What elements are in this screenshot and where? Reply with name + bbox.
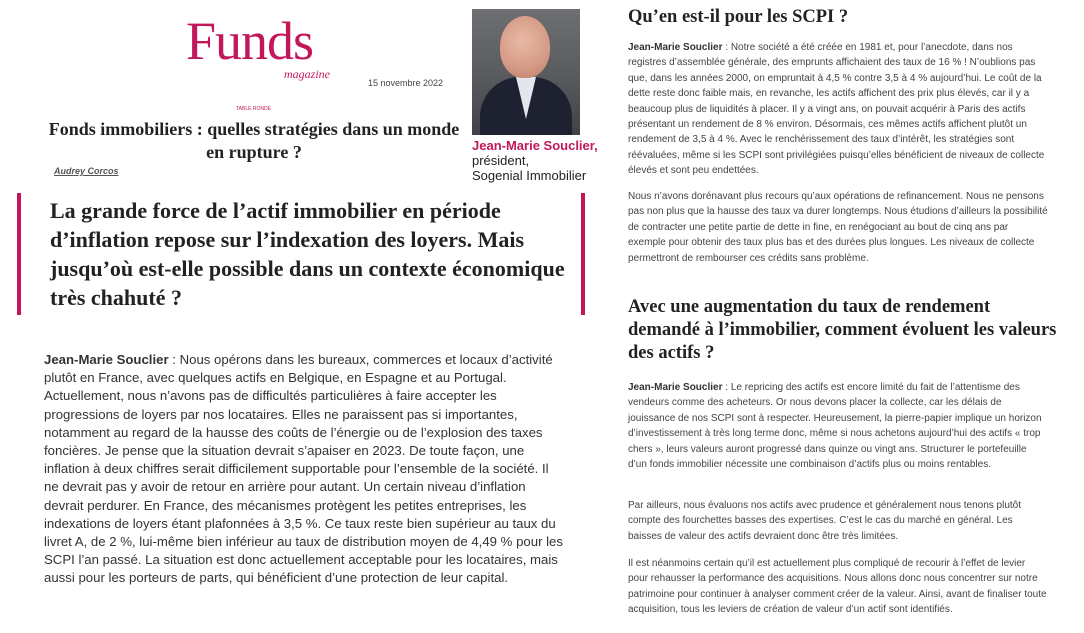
article-title: Fonds immobiliers : quelles stratégies dans un monde en rupture ? [48,119,460,162]
pull-quote: La grande force de l’actif immobilier en période d’inflation repose sur l’indexation des loyers. Mais jusqu’où est-elle possible dans un contexte économique très chahuté ? [50,198,565,310]
section-tag: TABLE RONDE [236,106,271,112]
quote-bar-right [581,193,585,315]
right-paragraph-4: Par ailleurs, nous évaluons nos actifs avec prudence et généralement nous tenons plutôt compte des fourchettes basses des expertises. C’est le cas du marché en général. Les baisses de valeur des actifs devraient donc être très limitées. [628,500,1022,542]
right-paragraph-2: Nous n’avons dorénavant plus recours qu’aux opérations de refinancement. Nous ne pensons pas non plus que la hausse des taux va durer longtemps. Nous étudions d’ailleurs la possibilité de contracter une petite partie de dette in fine, en renégociant au bout de cinq ans par exemple pour obtenir des taux plus bas et des durées plus longues. Les niveaux de collecte permettront de rembourser ces crédits sans problème. [628,191,1048,264]
section-heading-scpi: Qu’en est-il pour les SCPI ? [628,7,849,27]
right-paragraph-5: Il est néanmoins certain qu’il est actuellement plus compliqué de recourir à l’effet de levier pour rehausser la performance des acquisitions. Nous allons donc nous concentrer sur notre patrimoine pour continuer à analyser comment créer de la valeur. Ainsi, avant de finaliser toute acquisition, tous les leviers de création de valeur d’un actif sont identifiés. [628,558,1047,616]
magazine-logo-subtitle: magazine [284,67,330,81]
left-body-text: : Nous opérons dans les bureaux, commerces et locaux d’activité plutôt en France, avec quelques actifs en Belgique, en Espagne et au Portugal. Actuellement, nous n’avons pas de difficultés particulières à faire accepter les progressions de loyers par nos locataires. Elles ne paraissent pas si importantes, notamment au regard de la hausse des coûts de l’énergie ou de l’explosion des taxes foncières. Je pense que la situation devrait s’apaiser en 2023. De toute façon, une inflation à deux chiffres serait difficilement supportable pour l’ensemble de la société. Il ne devrait pas y avoir de retour en arrière pour autant. Un certain niveau d’inflation devrait perdurer. En France, des mécanismes protègent les petites entreprises, les indexations de loyers étant plafonnées à 3,5 %. Ce taux reste bien supérieur au taux du livret A, de 2 %, lui-même bien inférieur au taux de distribution moyen de 4,49 % pour les SCPI l’an passé. La situation est donc actuellement acceptable pour les locataires, mais aussi pour les porteurs de parts, qui bénéficient d’une protection de leur capital. [44,352,563,586]
right-paragraph-3 [628,380,1048,472]
right-paragraph-1 [628,40,1048,179]
quote-bar-left [17,193,21,315]
speaker-role: président, [472,153,530,168]
publication-date: 15 novembre 2022 [368,78,444,88]
left-body-paragraph [44,351,566,588]
speaker-company: Sogenial Immobilier [472,168,587,183]
speaker-label: Jean-Marie Souclier [628,382,723,393]
speaker-name: Jean-Marie Souclier, [472,138,598,153]
paragraph-text: : Notre société a été créée en 1981 et, pour l’anecdote, dans nos registres d’assemblée générale, des emprunts affichaient des taux de 16 % ! N’oublions pas que, dans les années 2000, on empruntait à 4,5 % contre 3,5 à 4 % aujourd’hui. Le coût de la dette reste donc faible mais, en revanche, les actifs affichent des prix plus élevés, car il y a beaucoup plus de liquidités à placer. Il y a vingt ans, on pouvait acquérir à Paris des actifs présentant un rendement de 8 % environ. Désormais, ces mêmes actifs affichent plutôt un rendement de 3,5 à 4 %. Avec le renchérissement des taux d’intérêt, les stratégies sont réévaluées, même si les SCPI sont privilégiées puisqu’elles bénéficient de niveaux de collecte élevés et sont peu endettées. [628,42,1045,177]
author-link[interactable]: Audrey Corcos [54,166,119,176]
speaker-label: Jean-Marie Souclier [44,352,169,367]
speaker-portrait [472,9,580,135]
speaker-label: Jean-Marie Souclier [628,42,723,53]
paragraph-text: : Le repricing des actifs est encore limité du fait de l’attentisme des vendeurs comme des acheteurs. Or nous devons placer la collecte, car les délais de jouissance de nos SCPI sont à respecter. Heureusement, la pierre-papier implique un horizon d’investissement à très long terme donc, même si nous achetons aujourd’hui des actifs « trop chers », leurs valeurs auront progressé dans quinze ou vingt ans. Structurer le portefeuille d’un fonds immobilier nécessite une combinaison d’actifs plus ou moins rentables. [628,382,1042,471]
section-heading-valeurs: Avec une augmentation du taux de rendement demandé à l’immobilier, comment évoluent les valeurs des actifs ? [628,297,1057,363]
portrait-head [500,16,550,78]
funds-logo: Funds [186,11,314,71]
